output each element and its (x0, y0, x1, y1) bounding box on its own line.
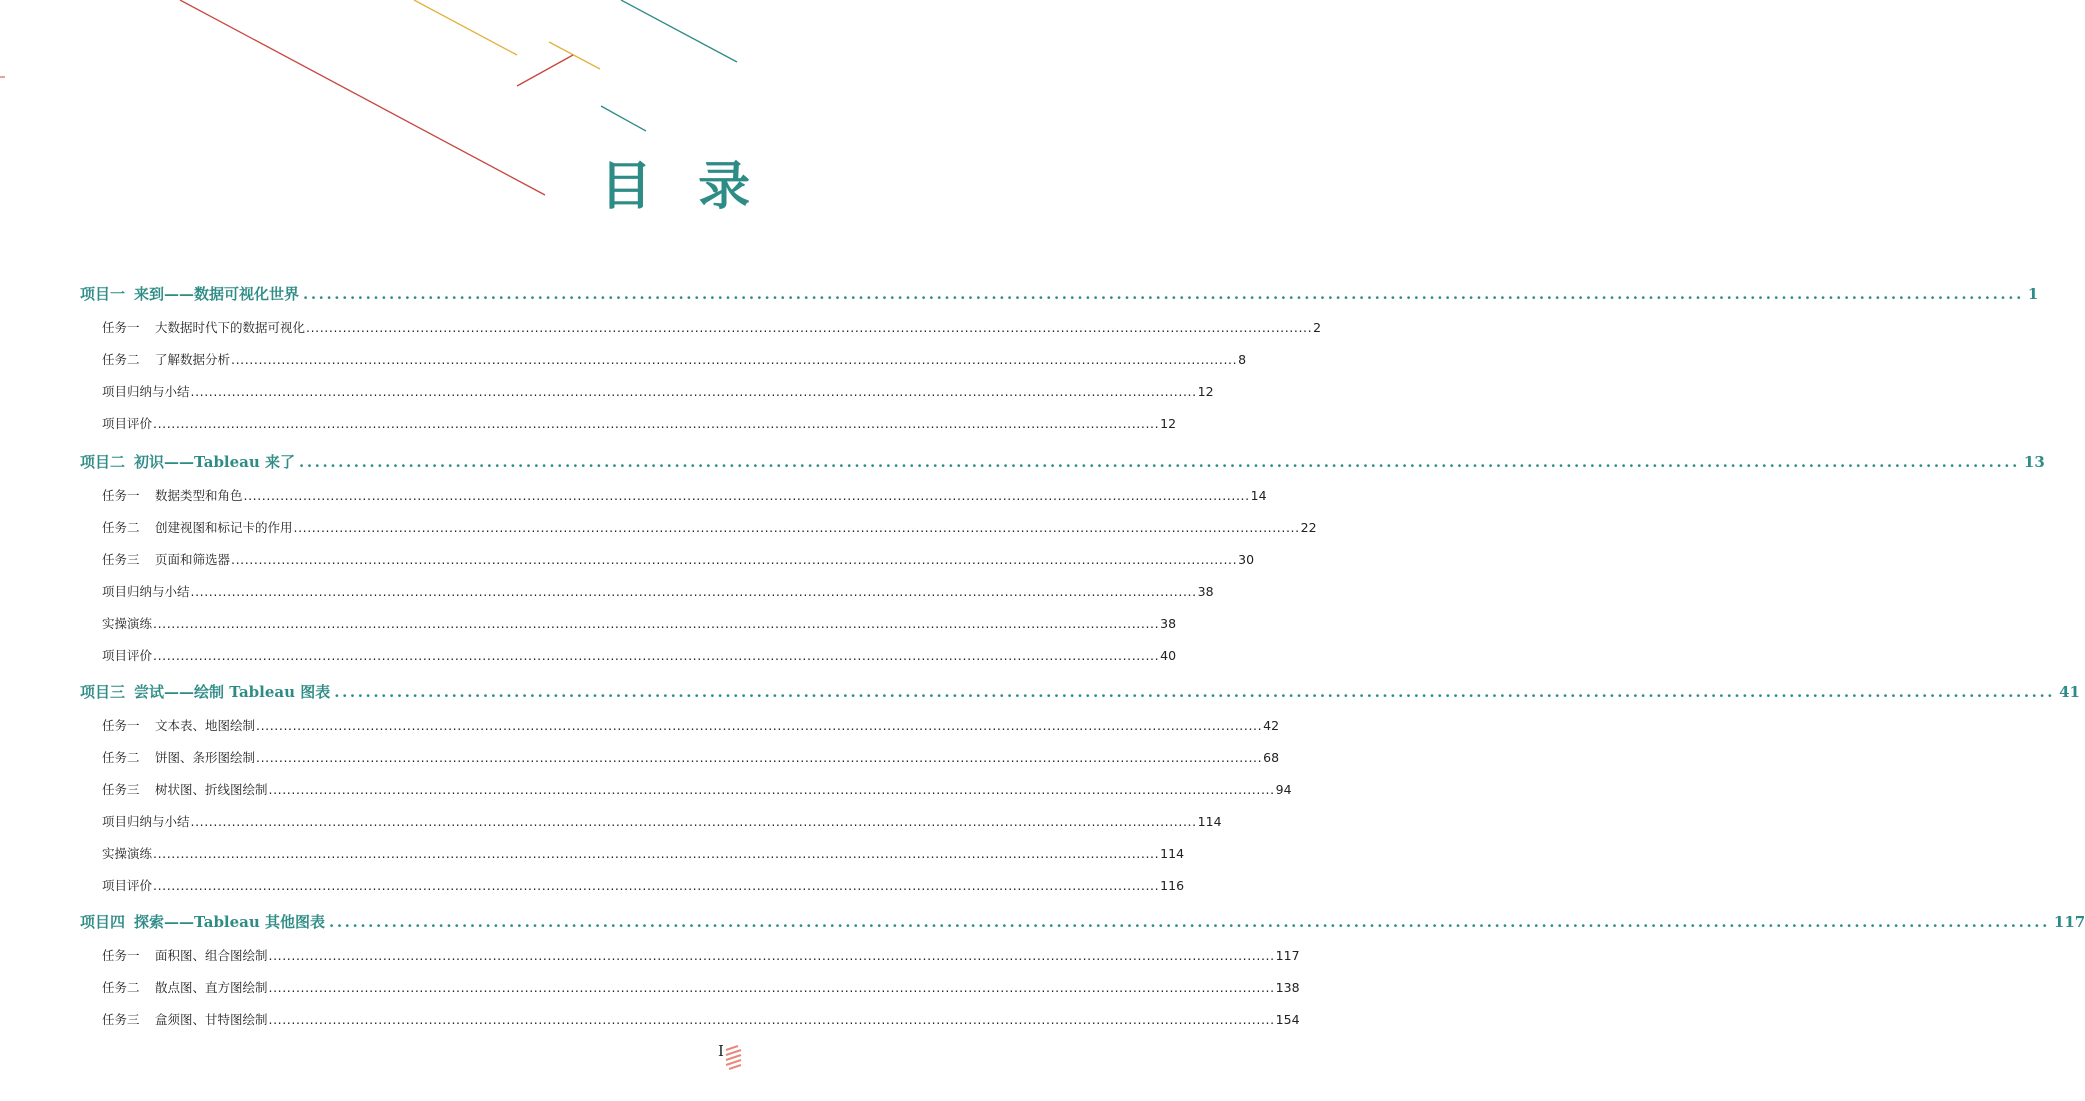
toc-page-number: 22 (1300, 520, 1317, 535)
toc-entry-title: 饼图、条形图绘制 (155, 750, 256, 765)
toc-entry-label (102, 812, 190, 830)
toc-entry-number: 任务一 (102, 948, 140, 963)
toc-page-number: 38 (1197, 584, 1214, 599)
toc-task-entry[interactable] (102, 550, 1255, 568)
toc-entry-label (102, 486, 243, 504)
dot-leader: ............................................................................................................................................................................................................................ (268, 980, 1275, 995)
toc-entry-number: 任务一 (102, 320, 140, 335)
toc-task-entry[interactable] (102, 382, 1214, 400)
toc-task-entry[interactable] (102, 780, 1292, 798)
toc-entry-title: 项目评价 (102, 416, 153, 431)
toc-entry-label (102, 876, 152, 894)
toc-entry-label (102, 748, 255, 766)
toc-page-number: 12 (1160, 416, 1177, 431)
toc-entry-number: 项目三 (80, 683, 126, 701)
dot-leader: ............................................................................................................................................................................................................................ (329, 913, 2050, 931)
toc-entry-title: 来到——数据可视化世界 (134, 285, 300, 303)
toc-page-number: 8 (1238, 352, 1247, 367)
toc-entry-title: 项目评价 (102, 878, 153, 893)
toc-entry-label (102, 716, 255, 734)
toc-entry-label (102, 978, 268, 996)
toc-entry-number: 项目一 (80, 285, 126, 303)
toc-entry-title: 创建视图和标记卡的作用 (155, 520, 293, 535)
dot-leader: ............................................................................................................................................................................................................................ (306, 320, 1313, 335)
toc-entry-number: 任务三 (102, 552, 140, 567)
toc-entry-number: 任务三 (102, 1012, 140, 1027)
toc-page-number: 154 (1275, 1012, 1300, 1027)
toc-task-entry[interactable] (102, 414, 1177, 432)
toc-page-number: 14 (1250, 488, 1267, 503)
toc-entry-title: 散点图、直方图绘制 (155, 980, 268, 995)
toc-page-number: 42 (1263, 718, 1280, 733)
toc-page-number: 1 (2027, 285, 2039, 303)
toc-page-number: 40 (1160, 648, 1177, 663)
deco-line-gold-1 (414, 0, 517, 55)
toc-entry-title: 文本表、地图绘制 (155, 718, 256, 733)
toc-entry-title: 项目归纳与小结 (102, 814, 190, 829)
toc-page-number: 116 (1160, 878, 1185, 893)
toc-page-number: 117 (2053, 913, 2085, 931)
toc-entry-label (102, 614, 152, 632)
dot-leader: ............................................................................................................................................................................................................................ (303, 285, 2024, 303)
deco-line-teal-2 (601, 106, 646, 131)
toc-entry-title: 尝试——绘制 Tableau 图表 (134, 683, 331, 701)
toc-task-entry[interactable] (102, 1010, 1300, 1028)
toc-entry-label (102, 946, 268, 964)
dot-leader: ............................................................................................................................................................................................................................ (334, 683, 2056, 701)
toc-entry-label (102, 318, 305, 336)
toc-page-number: 38 (1160, 616, 1177, 631)
toc-entry-number: 任务二 (102, 352, 140, 367)
dot-leader: ............................................................................................................................................................................................................................ (243, 488, 1250, 503)
toc-entry-number: 任务二 (102, 980, 140, 995)
toc-entry-title: 项目评价 (102, 648, 153, 663)
toc-entry-title: 实操演练 (102, 616, 153, 631)
dot-leader: ............................................................................................................................................................................................................................ (153, 416, 1160, 431)
page-number: I (718, 1042, 724, 1060)
toc-entry-title: 实操演练 (102, 846, 153, 861)
toc-entry-label (102, 382, 190, 400)
toc-entry-title: 面积图、组合图绘制 (155, 948, 268, 963)
toc-entry-label (102, 844, 152, 862)
toc-project-entry[interactable] (80, 681, 2080, 702)
toc-entry-label (102, 350, 230, 368)
toc-entry-label (102, 414, 152, 432)
toc-task-entry[interactable] (102, 582, 1214, 600)
toc-page-number: 13 (2023, 453, 2045, 471)
toc-page-number: 68 (1263, 750, 1280, 765)
dot-leader: ............................................................................................................................................................................................................................ (231, 352, 1238, 367)
toc-task-entry[interactable] (102, 716, 1280, 734)
toc-page-number: 114 (1160, 846, 1185, 861)
stripe-corner-icon (726, 1046, 742, 1070)
toc-task-entry[interactable] (102, 812, 1222, 830)
dot-leader: ............................................................................................................................................................................................................................ (153, 648, 1160, 663)
toc-task-entry[interactable] (102, 844, 1185, 862)
toc-project-entry[interactable] (80, 451, 2045, 472)
toc-page-number: 12 (1197, 384, 1214, 399)
toc-page-number: 2 (1313, 320, 1322, 335)
toc-entry-number: 项目二 (80, 453, 126, 471)
toc-entry-label (80, 911, 325, 932)
dot-leader: ............................................................................................................................................................................................................................ (231, 552, 1238, 567)
toc-page-number: 94 (1275, 782, 1292, 797)
toc-entry-title: 数据类型和角色 (155, 488, 243, 503)
toc-page-number: 138 (1275, 980, 1300, 995)
toc-entry-label (102, 518, 293, 536)
toc-task-entry[interactable] (102, 518, 1317, 536)
dot-leader: ............................................................................................................................................................................................................................ (153, 846, 1160, 861)
toc-project-entry[interactable] (80, 283, 2039, 304)
page-title: 目 录 (600, 157, 765, 217)
toc-entry-label (80, 283, 299, 304)
toc-entry-label (102, 1010, 268, 1028)
toc-entry-title: 探索——Tableau 其他图表 (134, 913, 326, 931)
toc-task-entry[interactable] (102, 978, 1300, 996)
toc-task-entry[interactable] (102, 646, 1177, 664)
deco-line-red-short (517, 55, 573, 86)
toc-entry-label (102, 582, 190, 600)
toc-entry-title: 了解数据分析 (155, 352, 231, 367)
toc-task-entry[interactable] (102, 350, 1247, 368)
dot-leader: ............................................................................................................................................................................................................................ (256, 750, 1263, 765)
dot-leader: ............................................................................................................................................................................................................................ (153, 878, 1160, 893)
deco-line-teal-1 (621, 0, 737, 62)
toc-task-entry[interactable] (102, 748, 1280, 766)
toc-entry-label (80, 451, 295, 472)
toc-entry-number: 任务三 (102, 782, 140, 797)
dot-leader: ............................................................................................................................................................................................................................ (256, 718, 1263, 733)
toc-entry-number: 任务二 (102, 750, 140, 765)
deco-line-gold-2 (549, 42, 600, 69)
toc-entry-label (102, 646, 152, 664)
toc-task-entry[interactable] (102, 876, 1185, 894)
toc-entry-number: 任务一 (102, 488, 140, 503)
toc-task-entry[interactable] (102, 486, 1267, 504)
toc-entry-title: 项目归纳与小结 (102, 584, 190, 599)
toc-page-number: 117 (1275, 948, 1300, 963)
dot-leader: ............................................................................................................................................................................................................................ (268, 948, 1275, 963)
toc-entry-number: 项目四 (80, 913, 126, 931)
toc-entry-number: 任务一 (102, 718, 140, 733)
toc-page-number: 30 (1238, 552, 1255, 567)
toc-entry-label (80, 681, 330, 702)
toc-page-number: 114 (1197, 814, 1222, 829)
dot-leader: ............................................................................................................................................................................................................................ (190, 814, 1197, 829)
deco-line-red-long (180, 0, 545, 195)
toc-project-entry[interactable] (80, 911, 2085, 932)
dot-leader: ............................................................................................................................................................................................................................ (190, 384, 1197, 399)
toc-entry-title: 初识——Tableau 来了 (134, 453, 296, 471)
dot-leader: ............................................................................................................................................................................................................................ (293, 520, 1300, 535)
toc-task-entry[interactable] (102, 318, 1322, 336)
dot-leader: ............................................................................................................................................................................................................................ (268, 782, 1275, 797)
toc-entry-title: 盒须图、甘特图绘制 (155, 1012, 268, 1027)
dot-leader: ............................................................................................................................................................................................................................ (268, 1012, 1275, 1027)
dot-leader: ............................................................................................................................................................................................................................ (153, 616, 1160, 631)
toc-entry-number: 任务二 (102, 520, 140, 535)
toc-entry-title: 项目归纳与小结 (102, 384, 190, 399)
toc-entry-label (102, 780, 268, 798)
toc-task-entry[interactable] (102, 614, 1177, 632)
toc-page-number: 41 (2059, 683, 2080, 701)
decorative-lines (0, 0, 800, 260)
toc-task-entry[interactable] (102, 946, 1300, 964)
toc-entry-title: 页面和筛选器 (155, 552, 231, 567)
dot-leader: ............................................................................................................................................................................................................................ (299, 453, 2020, 471)
toc-entry-title: 大数据时代下的数据可视化 (155, 320, 306, 335)
toc-entry-title: 树状图、折线图绘制 (155, 782, 268, 797)
dot-leader: ............................................................................................................................................................................................................................ (190, 584, 1197, 599)
toc-entry-label (102, 550, 230, 568)
